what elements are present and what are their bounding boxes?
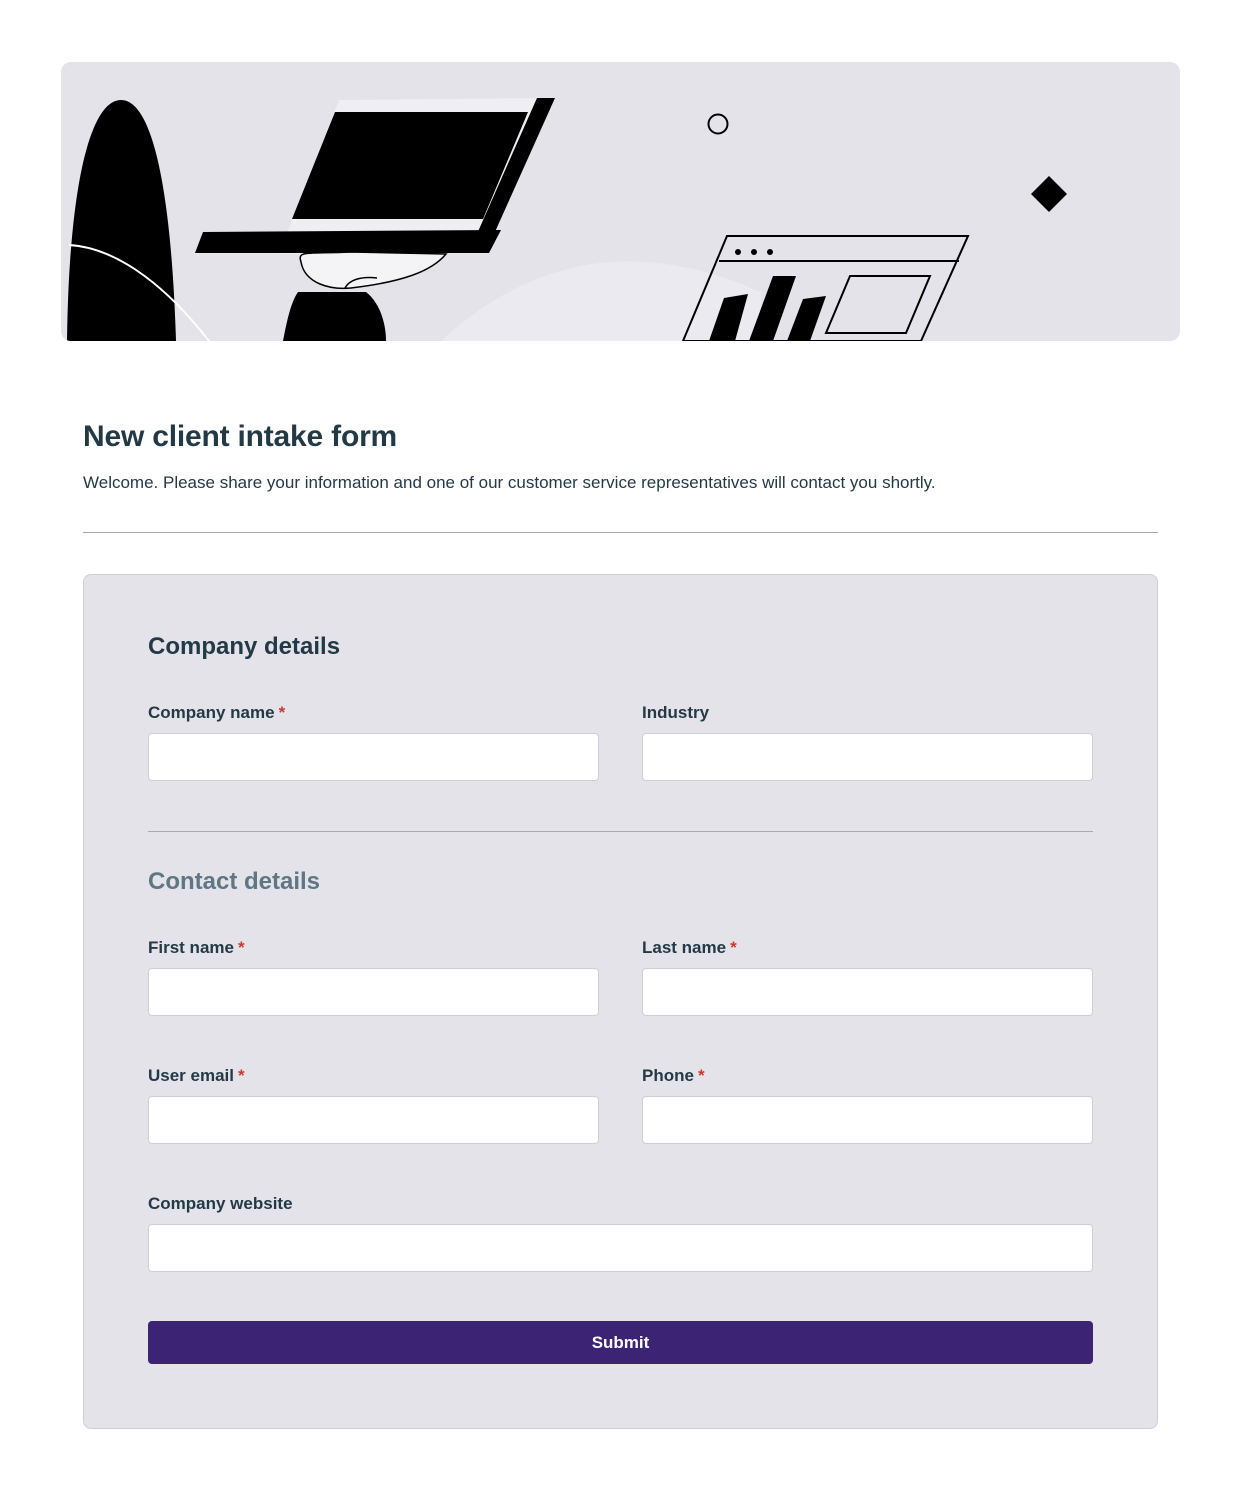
person-at-laptop-illustration-icon (61, 62, 1180, 341)
phone-input[interactable] (642, 1096, 1093, 1144)
company-name-input[interactable] (148, 733, 599, 781)
required-marker: * (238, 1066, 245, 1085)
page-title: New client intake form (83, 420, 398, 453)
company-details-heading: Company details (148, 633, 341, 660)
company-name-label-text: Company name (148, 703, 275, 722)
user-email-input[interactable] (148, 1096, 599, 1144)
required-marker: * (237, 938, 245, 957)
company-website-input[interactable] (148, 1224, 1093, 1272)
industry-label (642, 703, 709, 723)
user-email-label (148, 1066, 245, 1086)
industry-label-text: Industry (642, 703, 710, 722)
contact-details-heading: Contact details (148, 868, 321, 895)
section-divider (148, 831, 1093, 832)
first-name-label (148, 938, 245, 958)
required-marker: * (278, 703, 286, 722)
header-divider (83, 532, 1158, 533)
phone-label (642, 1066, 705, 1086)
company-name-label (148, 703, 285, 723)
required-marker: * (697, 1066, 705, 1085)
company-website-label-text: Company website (148, 1194, 293, 1213)
intake-form (83, 574, 1158, 1429)
company-website-label (148, 1194, 293, 1214)
page-description: Welcome. Please share your information and one of our customer service representatives will contact you shortly. (83, 473, 936, 492)
banner-illustration (61, 62, 1180, 341)
last-name-label-text: Last name (642, 938, 727, 957)
required-marker: * (730, 938, 737, 957)
first-name-input[interactable] (148, 968, 599, 1016)
last-name-label (642, 938, 737, 958)
user-email-label-text: User email (148, 1066, 234, 1085)
phone-label-text: Phone (642, 1066, 694, 1085)
submit-button[interactable]: Submit (148, 1321, 1093, 1364)
first-name-label-text: First name (148, 938, 234, 957)
last-name-input[interactable] (642, 968, 1093, 1016)
industry-input[interactable] (642, 733, 1093, 781)
